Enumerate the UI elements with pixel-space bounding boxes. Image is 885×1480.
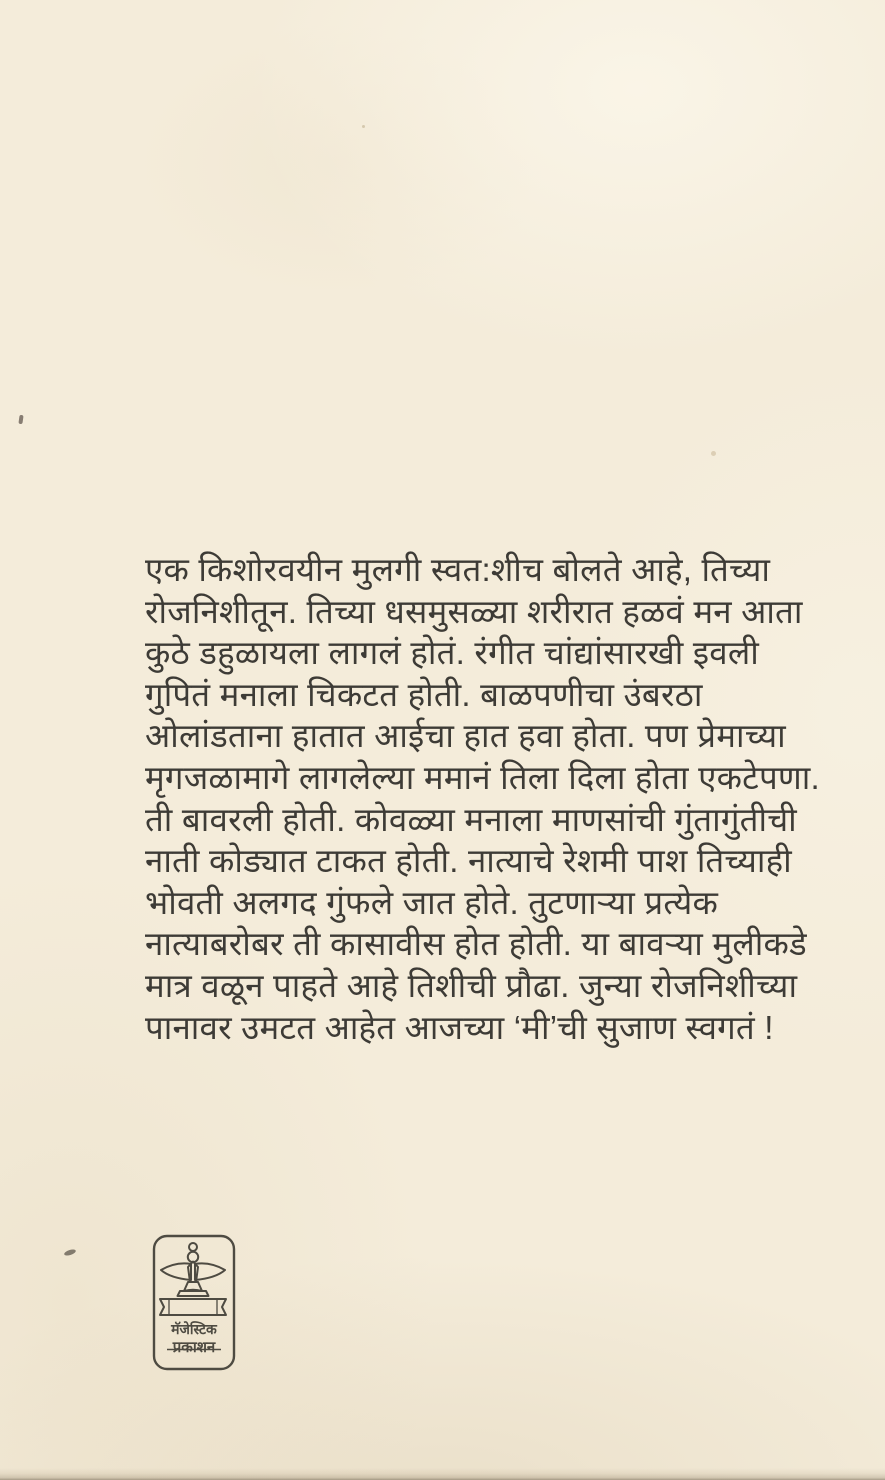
blurb-line: कुठे डहुळायला लागलं होतं. रंगीत चांद्यांसारखी इवली bbox=[145, 634, 759, 672]
blurb-line: मात्र वळून पाहते आहे तिशीची प्रौढा. जुन्या रोजनिशीच्या bbox=[145, 966, 798, 1004]
blurb-line: गुपितं मनाला चिकटत होती. बाळपणीचा उंबरठा bbox=[145, 675, 703, 713]
blurb-line: मृगजळामागे लागलेल्या ममानं तिला दिला होता एकटेपणा. bbox=[145, 758, 820, 796]
publisher-name-line1: मॅजेस्टिक bbox=[171, 1321, 217, 1337]
lamp-flame bbox=[189, 1243, 197, 1251]
blurb-text bbox=[145, 549, 820, 1048]
paper-speck bbox=[64, 1248, 77, 1256]
blurb-line: एक किशोरवयीन मुलगी स्वत:शीच बोलते आहे, तिच्या bbox=[145, 551, 771, 588]
page-bottom-shadow bbox=[0, 1468, 885, 1480]
lamp-right-bowl bbox=[195, 1263, 225, 1280]
paper-speck bbox=[362, 125, 365, 128]
lamp-base bbox=[178, 1291, 209, 1296]
paper-speck bbox=[18, 415, 23, 424]
ribbon-folds bbox=[169, 1299, 217, 1315]
publisher-logo bbox=[152, 1234, 236, 1371]
lamp-column bbox=[188, 1262, 198, 1283]
publisher-name-line2: प्रकाशन bbox=[172, 1339, 216, 1356]
blurb-line: पानावर उमटत आहेत आजच्या ‘मी’ची सुजाण स्वगतं ! bbox=[145, 1008, 774, 1046]
lamp-left-bowl bbox=[161, 1263, 191, 1280]
blurb-line: नाती कोड्यात टाकत होती. नात्याचे रेशमी पाश तिच्याही bbox=[145, 842, 792, 880]
blurb-line: ती बावरली होती. कोवळ्या मनाला माणसांची गुंतागुंतीची bbox=[145, 800, 797, 838]
lamp-pedestal bbox=[184, 1282, 202, 1291]
blurb-line: भोवती अलगद गुंफले जात होते. तुटणाऱ्या प्रत्येक bbox=[145, 883, 718, 921]
oil-lamp-icon bbox=[152, 1234, 236, 1371]
blurb-line: ओलांडताना हातात आईचा हात हवा होता. पण प्रेमाच्या bbox=[145, 717, 786, 755]
blurb-line: रोजनिशीतून. तिच्या धसमुसळ्या शरीरात हळवं मन आता bbox=[145, 592, 803, 630]
paper-speck bbox=[711, 451, 716, 456]
blurb-line: नात्याबरोबर ती कासावीस होत होती. या बावऱ्या मुलीकडे bbox=[145, 925, 807, 963]
ribbon-banner bbox=[160, 1299, 226, 1315]
